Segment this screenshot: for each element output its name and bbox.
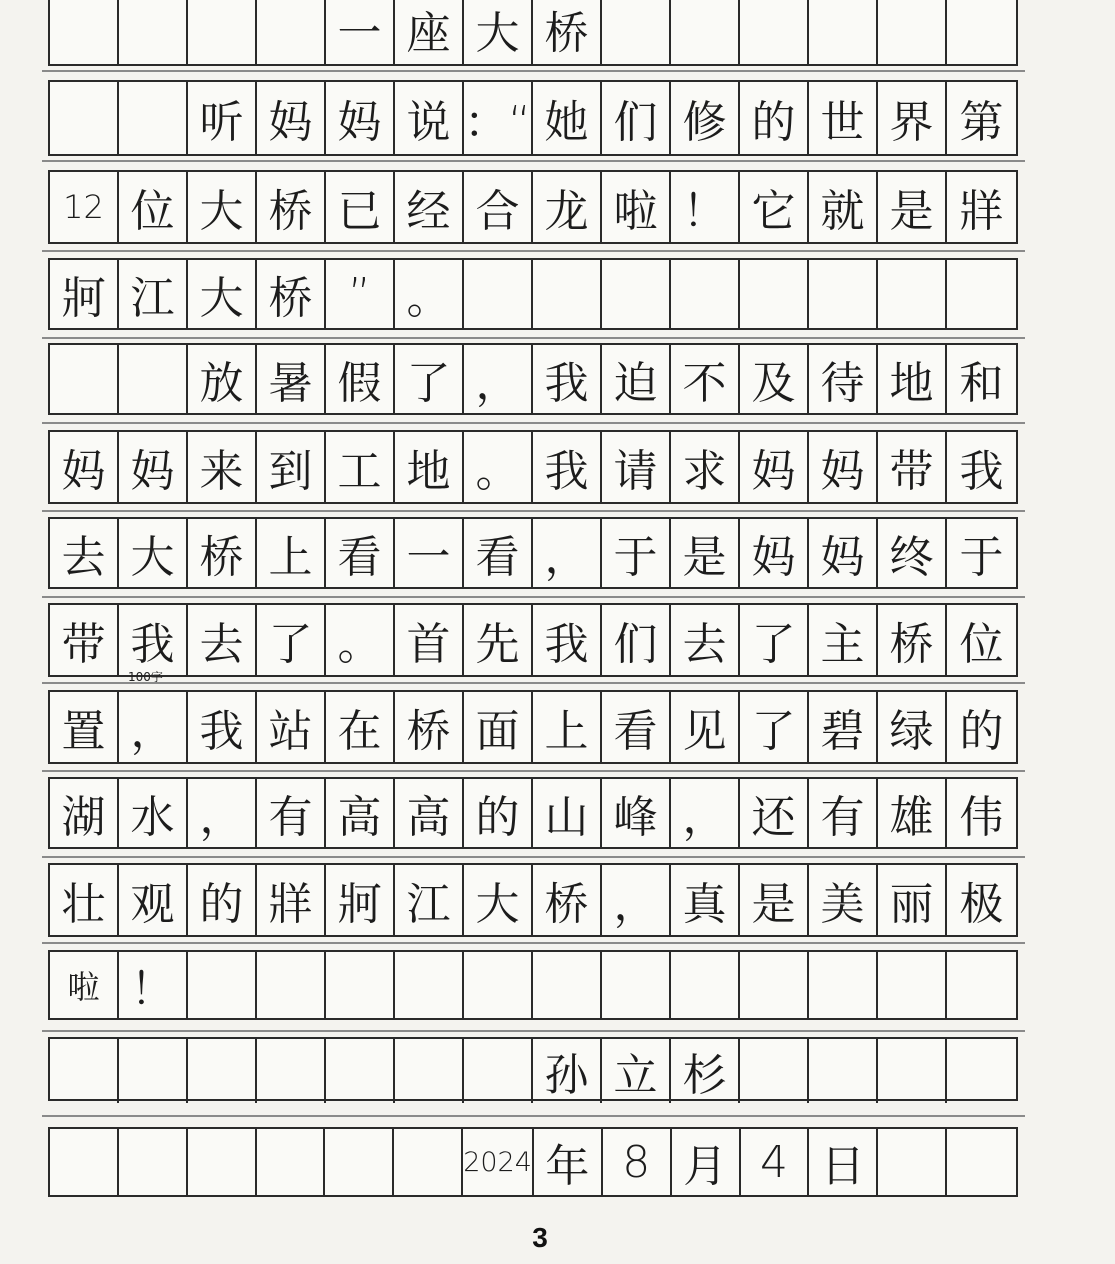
grid-cell: 到 xyxy=(257,432,326,502)
grid-cell: 合 xyxy=(464,172,533,242)
grid-cell: 。 xyxy=(464,432,533,502)
grid-cell: 带 xyxy=(878,432,947,502)
grid-cell: ， xyxy=(602,865,671,935)
grid-cell: 在 xyxy=(326,692,395,762)
grid-cell: 请 xyxy=(602,432,671,502)
grid-cell: 世 xyxy=(809,82,878,154)
grid-cell: 一 xyxy=(326,0,395,64)
grid-cell: ， xyxy=(533,519,602,587)
grid-cell: 于 xyxy=(602,519,671,587)
grid-cell: 迫 xyxy=(602,345,671,413)
grid-cell: 桥 xyxy=(533,0,602,64)
grid-cell: 妈 xyxy=(809,432,878,502)
grid-cell: 上 xyxy=(533,692,602,762)
grid-cell xyxy=(878,952,947,1018)
essay-row xyxy=(48,343,1018,415)
row-separator xyxy=(42,510,1025,512)
grid-cell: 大 xyxy=(188,172,257,242)
grid-cell: 们 xyxy=(602,605,671,675)
grid-cell: 先 xyxy=(464,605,533,675)
grid-cell: 妈 xyxy=(809,519,878,587)
grid-cell xyxy=(395,1039,464,1103)
grid-cell: 牂 xyxy=(257,865,326,935)
grid-cell: 我 xyxy=(533,605,602,675)
grid-cell: 月 xyxy=(672,1129,741,1195)
grid-cell: 极 xyxy=(959,879,1004,930)
grid-cell xyxy=(740,0,809,64)
grid-cell: 放 xyxy=(188,345,257,413)
grid-cell: 看 xyxy=(602,692,671,762)
grid-cell: 她 xyxy=(533,82,602,154)
grid-cell: 4 xyxy=(741,1129,810,1195)
grid-cell: 山 xyxy=(533,779,602,847)
grid-cell xyxy=(602,260,671,328)
grid-cell xyxy=(533,952,602,1018)
grid-cell: 。 xyxy=(326,605,395,675)
page-number: 3 xyxy=(532,1222,548,1253)
grid-cell: 主 xyxy=(809,605,878,675)
grid-cell: ！ xyxy=(671,172,740,242)
grid-cell xyxy=(50,0,119,64)
grid-cell: 有 xyxy=(257,779,326,847)
grid-cell: 杉 xyxy=(671,1039,740,1103)
grid-cell: 就 xyxy=(809,172,878,242)
grid-cell xyxy=(947,1039,1016,1103)
grid-cell xyxy=(947,260,1016,328)
grid-cell: 龙 xyxy=(533,172,602,242)
grid-cell: 啦 xyxy=(50,952,119,1018)
grid-cell xyxy=(878,260,947,328)
grid-cell: 和 xyxy=(959,358,1004,409)
grid-cell xyxy=(947,952,1016,1018)
grid-cell xyxy=(257,0,326,64)
grid-cell: 一 xyxy=(395,519,464,587)
grid-cell: 我 xyxy=(533,345,602,413)
grid-cell xyxy=(188,952,257,1018)
grid-cell: 是 xyxy=(671,519,740,587)
grid-cell: 终 xyxy=(878,519,947,587)
grid-cell: 看 xyxy=(464,519,533,587)
grid-cell: 面 xyxy=(464,692,533,762)
grid-cell xyxy=(464,952,533,1018)
grid-cell: 江 xyxy=(119,260,188,328)
grid-cell: 带 xyxy=(50,605,119,675)
grid-cell: 孙 xyxy=(533,1039,602,1103)
grid-cell xyxy=(119,1039,188,1103)
grid-cell: 位 xyxy=(119,172,188,242)
essay-row xyxy=(48,690,1018,764)
grid-cell xyxy=(947,1129,1016,1195)
grid-cell: 待 xyxy=(809,345,878,413)
grid-cell: 大 xyxy=(464,0,533,64)
grid-cell xyxy=(394,1129,463,1195)
grid-cell: 的 xyxy=(188,865,257,935)
grid-cell: ：“ xyxy=(464,82,533,154)
grid-cell: 经 xyxy=(395,172,464,242)
grid-cell xyxy=(671,952,740,1018)
grid-cell xyxy=(740,952,809,1018)
essay-row xyxy=(48,863,1018,937)
grid-cell xyxy=(119,1129,188,1195)
grid-cell: 置 xyxy=(50,692,119,762)
grid-cell: 说 xyxy=(395,82,464,154)
grid-cell: 了 xyxy=(395,345,464,413)
grid-cell: 高 xyxy=(395,779,464,847)
grid-cell: 8 xyxy=(603,1129,672,1195)
grid-cell: 12 xyxy=(50,172,119,242)
grid-cell: 了 xyxy=(740,605,809,675)
grid-cell xyxy=(947,0,1016,64)
grid-cell: 桥 xyxy=(533,865,602,935)
grid-cell: 首 xyxy=(395,605,464,675)
grid-cell: 是 xyxy=(878,172,947,242)
grid-cell xyxy=(395,952,464,1018)
grid-cell: 站 xyxy=(257,692,326,762)
grid-cell xyxy=(878,0,947,64)
grid-cell: 湖 xyxy=(50,779,119,847)
grid-cell xyxy=(188,1039,257,1103)
grid-cell xyxy=(119,345,188,413)
grid-cell: 妈 xyxy=(740,432,809,502)
grid-cell xyxy=(602,952,671,1018)
grid-cell: 大 xyxy=(188,260,257,328)
grid-cell xyxy=(671,0,740,64)
grid-cell xyxy=(188,0,257,64)
grid-cell xyxy=(740,260,809,328)
grid-cell: 假 xyxy=(326,345,395,413)
grid-cell: 了 xyxy=(257,605,326,675)
grid-cell: 暑 xyxy=(257,345,326,413)
grid-cell: 2024 xyxy=(463,1129,534,1195)
grid-cell: 听 xyxy=(188,82,257,154)
grid-cell: 是 xyxy=(740,865,809,935)
grid-cell xyxy=(809,1039,878,1103)
essay-row xyxy=(48,1127,1018,1197)
grid-cell: 我 xyxy=(188,692,257,762)
grid-cell: 看 xyxy=(326,519,395,587)
grid-cell: 去 xyxy=(188,605,257,675)
essay-row xyxy=(48,603,1018,677)
grid-cell: 座 xyxy=(395,0,464,64)
grid-cell xyxy=(464,260,533,328)
grid-cell xyxy=(326,1039,395,1103)
grid-cell: 于 xyxy=(959,532,1004,583)
grid-cell: ” xyxy=(326,260,395,328)
grid-cell: 修 xyxy=(671,82,740,154)
grid-cell: 妈 xyxy=(740,519,809,587)
essay-row xyxy=(48,517,1018,589)
word-count-marker: 100字 xyxy=(128,670,163,684)
grid-cell: 桥 xyxy=(878,605,947,675)
essay-row xyxy=(48,258,1018,330)
grid-cell: 大 xyxy=(119,519,188,587)
grid-cell: 我 xyxy=(533,432,602,502)
grid-cell: ， xyxy=(464,345,533,413)
grid-cell: 地 xyxy=(878,345,947,413)
row-separator xyxy=(42,770,1025,772)
grid-cell: 江 xyxy=(395,865,464,935)
grid-cell xyxy=(119,0,188,64)
grid-cell: 真 xyxy=(671,865,740,935)
row-separator xyxy=(42,1030,1025,1032)
grid-cell xyxy=(326,952,395,1018)
row-separator xyxy=(42,856,1025,858)
row-separator xyxy=(42,250,1025,252)
grid-cell xyxy=(809,260,878,328)
grid-cell: 来 xyxy=(188,432,257,502)
grid-cell: 碧 xyxy=(809,692,878,762)
grid-cell xyxy=(740,1039,809,1103)
grid-cell: 已 xyxy=(326,172,395,242)
grid-cell xyxy=(325,1129,394,1195)
essay-row xyxy=(48,1037,1018,1101)
grid-cell: ！ xyxy=(119,952,188,1018)
row-separator xyxy=(42,942,1025,944)
grid-cell xyxy=(671,260,740,328)
grid-cell: 壮 xyxy=(50,865,119,935)
grid-cell: 高 xyxy=(326,779,395,847)
grid-cell: 有 xyxy=(809,779,878,847)
grid-cell xyxy=(257,1039,326,1103)
grid-cell: 啦 xyxy=(602,172,671,242)
essay-row xyxy=(48,80,1018,156)
essay-row xyxy=(48,170,1018,244)
grid-cell: 观 xyxy=(119,865,188,935)
row-separator xyxy=(42,70,1025,72)
grid-cell: ， xyxy=(188,779,257,847)
grid-cell: 立 xyxy=(602,1039,671,1103)
grid-cell: 妈 xyxy=(257,82,326,154)
grid-cell: 界 xyxy=(878,82,947,154)
grid-cell: 水 xyxy=(119,779,188,847)
grid-cell: 大 xyxy=(464,865,533,935)
grid-cell xyxy=(257,952,326,1018)
grid-cell: 牂 xyxy=(959,186,1004,237)
grid-cell: 的 xyxy=(464,779,533,847)
grid-cell: 及 xyxy=(740,345,809,413)
grid-cell: 妈 xyxy=(50,432,119,502)
grid-cell: 的 xyxy=(959,706,1004,757)
grid-cell xyxy=(878,1129,947,1195)
grid-cell: 还 xyxy=(740,779,809,847)
grid-cell: 妈 xyxy=(119,432,188,502)
row-separator xyxy=(42,682,1025,684)
grid-cell: 丽 xyxy=(878,865,947,935)
grid-cell: 桥 xyxy=(257,172,326,242)
grid-cell: 不 xyxy=(671,345,740,413)
grid-cell xyxy=(119,82,188,154)
grid-cell: 去 xyxy=(671,605,740,675)
grid-cell xyxy=(50,1039,119,1103)
grid-cell: 我 xyxy=(119,605,188,675)
grid-cell: 绿 xyxy=(878,692,947,762)
grid-cell xyxy=(533,260,602,328)
grid-cell: ， xyxy=(119,692,188,762)
grid-cell: 工 xyxy=(326,432,395,502)
grid-cell xyxy=(878,1039,947,1103)
grid-cell: 。 xyxy=(395,260,464,328)
grid-cell: 牁 xyxy=(326,865,395,935)
grid-cell: ， xyxy=(671,779,740,847)
grid-cell: 美 xyxy=(809,865,878,935)
grid-cell: 我 xyxy=(959,446,1004,497)
grid-cell xyxy=(257,1129,326,1195)
grid-cell: 牁 xyxy=(50,260,119,328)
grid-cell xyxy=(809,0,878,64)
grid-cell xyxy=(50,1129,119,1195)
grid-cell xyxy=(464,1039,533,1103)
essay-row xyxy=(48,950,1018,1020)
grid-cell: 桥 xyxy=(188,519,257,587)
essay-row xyxy=(48,430,1018,504)
grid-cell: 日 xyxy=(809,1129,878,1195)
grid-cell: 第 xyxy=(959,97,1004,148)
grid-cell: 求 xyxy=(671,432,740,502)
grid-cell: 们 xyxy=(602,82,671,154)
grid-cell: 上 xyxy=(257,519,326,587)
grid-cell: 了 xyxy=(740,692,809,762)
grid-cell: 位 xyxy=(959,619,1004,670)
row-separator xyxy=(42,596,1025,598)
grid-cell: 雄 xyxy=(878,779,947,847)
grid-cell: 地 xyxy=(395,432,464,502)
row-separator xyxy=(42,337,1025,339)
grid-cell: 桥 xyxy=(257,260,326,328)
grid-cell: 桥 xyxy=(395,692,464,762)
grid-cell xyxy=(188,1129,257,1195)
grid-cell xyxy=(50,82,119,154)
title-row xyxy=(48,0,1018,66)
row-separator xyxy=(42,422,1025,424)
row-separator xyxy=(42,160,1025,162)
row-separator xyxy=(42,1115,1025,1117)
grid-cell xyxy=(602,0,671,64)
grid-cell: 年 xyxy=(534,1129,603,1195)
grid-cell: 峰 xyxy=(602,779,671,847)
grid-cell xyxy=(50,345,119,413)
grid-cell: 妈 xyxy=(326,82,395,154)
grid-cell: 的 xyxy=(740,82,809,154)
essay-row xyxy=(48,777,1018,849)
grid-cell: 见 xyxy=(671,692,740,762)
grid-cell: 去 xyxy=(50,519,119,587)
grid-cell: 它 xyxy=(740,172,809,242)
grid-cell xyxy=(809,952,878,1018)
grid-cell: 伟 xyxy=(959,792,1004,843)
